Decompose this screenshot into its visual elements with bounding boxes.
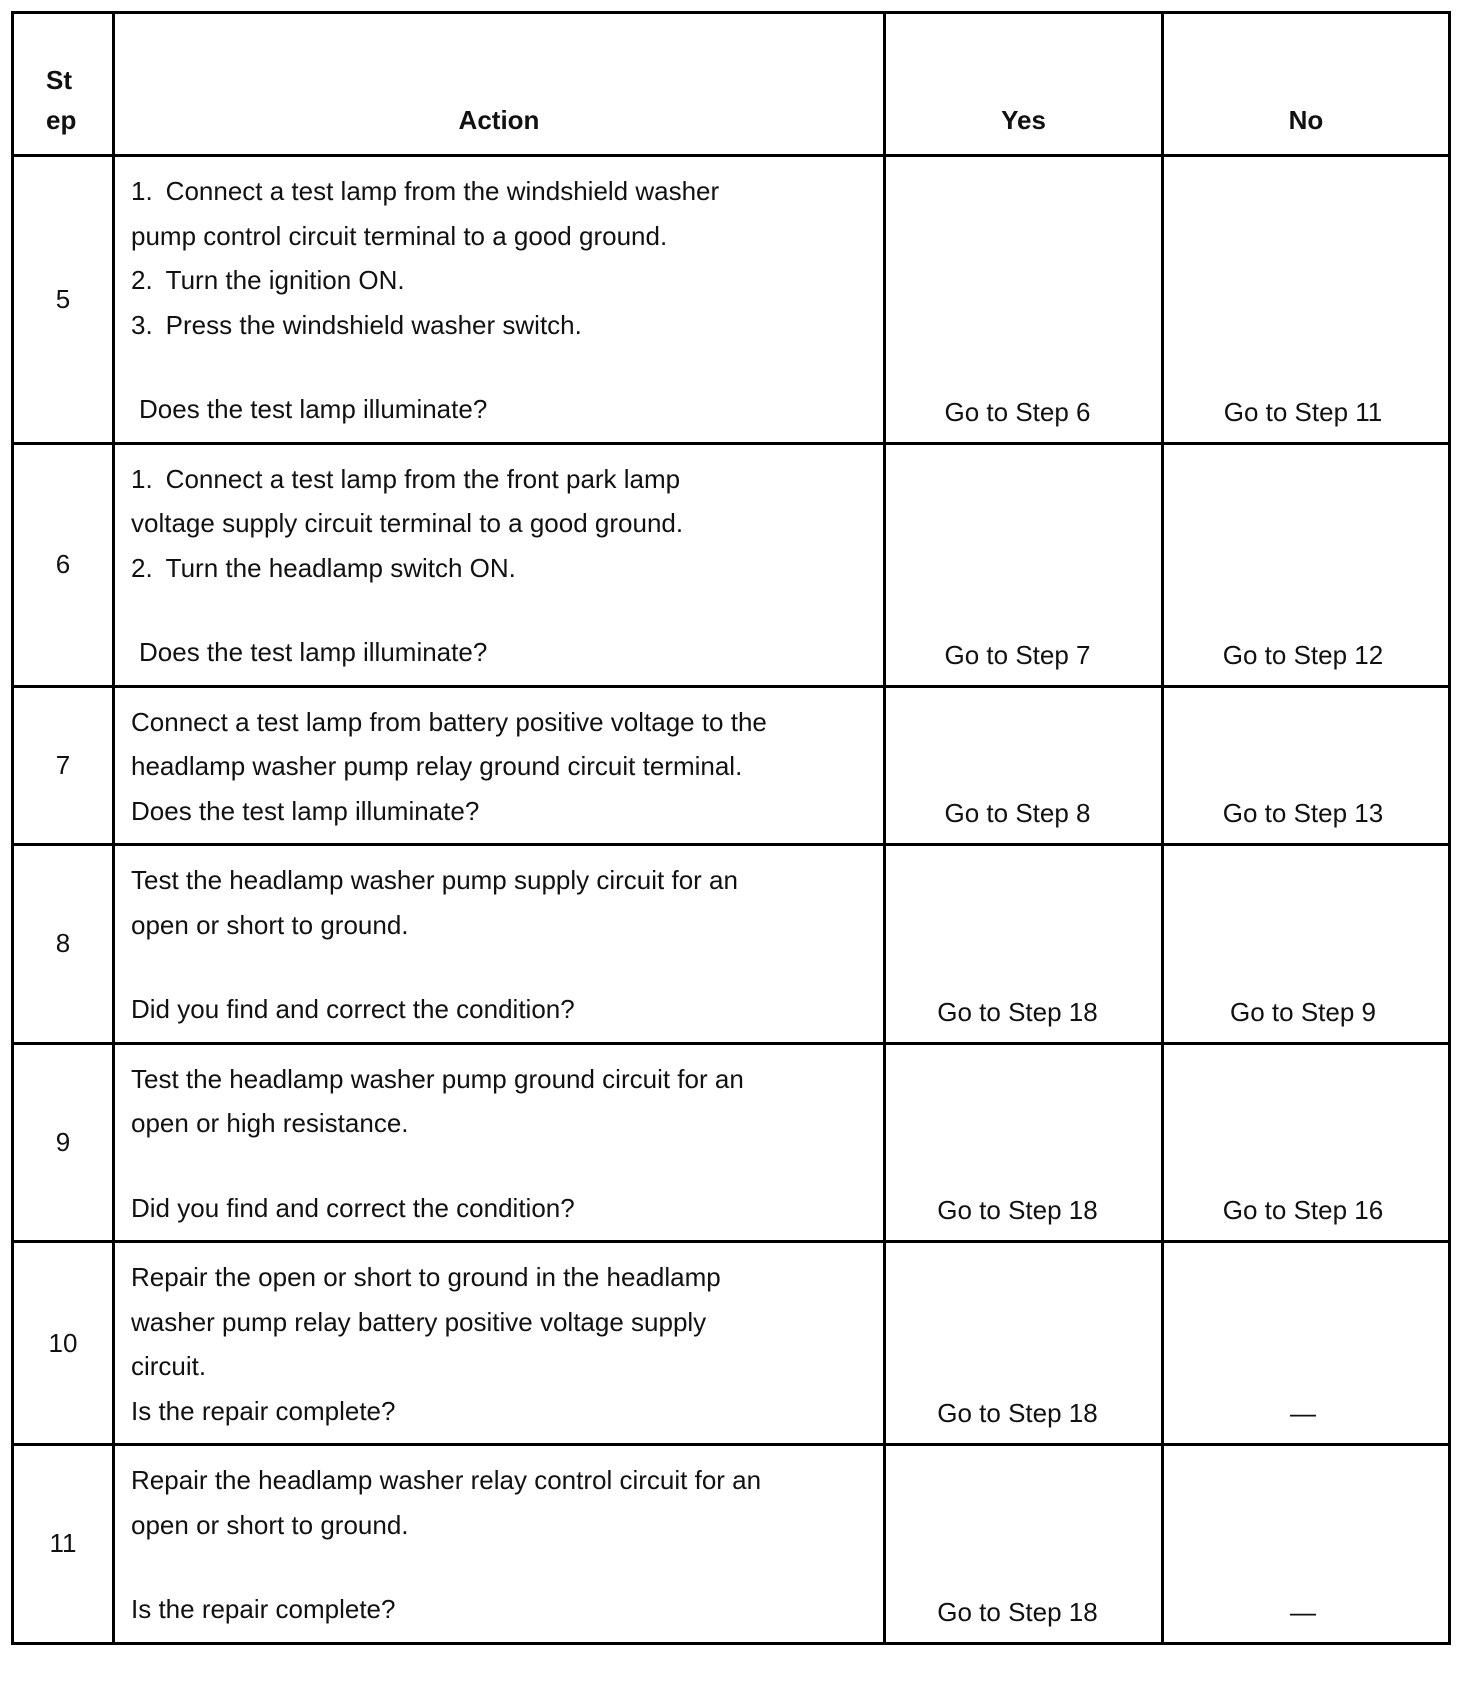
yes-cell: Go to Step 6 — [885, 156, 1163, 444]
yes-cell: Go to Step 18 — [885, 1043, 1163, 1242]
action-line: Is the repair complete? — [131, 1395, 396, 1426]
step-number: 9 — [13, 1043, 114, 1242]
action-line: open or short to ground. — [131, 909, 409, 940]
table-row — [13, 1445, 1450, 1644]
action-line: Test the headlamp washer pump supply circuit for an — [131, 865, 738, 895]
header-action: Action — [114, 13, 885, 156]
no-cell: Go to Step 9 — [1163, 845, 1450, 1044]
table-row — [13, 443, 1450, 686]
action-line: open or high resistance. — [131, 1108, 409, 1138]
yes-cell: Go to Step 18 — [885, 845, 1163, 1044]
action-cell — [114, 156, 885, 444]
yes-cell: Go to Step 18 — [885, 1242, 1163, 1445]
action-cell — [114, 1043, 885, 1242]
header-row — [13, 13, 1450, 156]
step-number: 7 — [13, 686, 114, 845]
action-line: voltage supply circuit terminal to a good ground. — [131, 508, 684, 538]
action-question: Does the test lamp illuminate? — [139, 637, 488, 667]
step-number: 8 — [13, 845, 114, 1044]
table-row — [13, 1242, 1450, 1445]
step-number: 6 — [13, 443, 114, 686]
action-line: circuit. — [131, 1351, 207, 1381]
table-row — [13, 1043, 1450, 1242]
action-question: Is the repair complete? — [131, 1594, 396, 1624]
no-cell: Go to Step 13 — [1163, 686, 1450, 845]
no-cell: — — [1163, 1242, 1450, 1445]
action-cell — [114, 686, 885, 845]
action-line: pump control circuit terminal to a good ground. — [131, 220, 668, 251]
no-cell: Go to Step 12 — [1163, 443, 1450, 686]
step-number: 11 — [13, 1445, 114, 1644]
no-cell: Go to Step 11 — [1163, 156, 1450, 444]
yes-cell: Go to Step 8 — [885, 686, 1163, 845]
table-row — [13, 845, 1450, 1044]
header-yes: Yes — [885, 13, 1163, 156]
action-line: open or short to ground. — [131, 1509, 409, 1540]
action-line: 1. Connect a test lamp from the front park lamp — [131, 463, 681, 494]
header-step: Step — [13, 13, 114, 156]
yes-cell: Go to Step 18 — [885, 1445, 1163, 1644]
step-number: 5 — [13, 156, 114, 444]
action-line: Repair the headlamp washer relay control circuit for an — [131, 1465, 762, 1495]
header-no: No — [1163, 13, 1450, 156]
action-line: 1. Connect a test lamp from the windshield washer — [131, 176, 720, 206]
action-cell — [114, 1242, 885, 1445]
yes-cell: Go to Step 7 — [885, 443, 1163, 686]
action-question: Does the test lamp illuminate? — [139, 394, 488, 424]
action-cell — [114, 845, 885, 1044]
table-row — [13, 156, 1450, 444]
action-question: Did you find and correct the condition? — [131, 994, 575, 1024]
action-question: Did you find and correct the condition? — [131, 1192, 575, 1223]
no-cell: — — [1163, 1445, 1450, 1644]
diagnostic-table — [11, 11, 1451, 1645]
action-line: Repair the open or short to ground in the headlamp — [131, 1262, 721, 1292]
action-line: washer pump relay battery positive voltage supply — [131, 1306, 707, 1337]
action-line: Connect a test lamp from battery positive voltage to the — [131, 706, 767, 737]
table-row — [13, 686, 1450, 845]
no-cell: Go to Step 16 — [1163, 1043, 1450, 1242]
action-line: Does the test lamp illuminate? — [131, 795, 480, 826]
action-line: 3. Press the windshield washer switch. — [131, 309, 582, 340]
action-cell — [114, 443, 885, 686]
step-number: 10 — [13, 1242, 114, 1445]
action-line: headlamp washer pump relay ground circuit terminal. — [131, 751, 743, 781]
action-line: 2. Turn the headlamp switch ON. — [131, 552, 516, 583]
action-cell — [114, 1445, 885, 1644]
action-line: 2. Turn the ignition ON. — [131, 265, 405, 295]
action-line: Test the headlamp washer pump ground circuit for an — [131, 1063, 744, 1094]
